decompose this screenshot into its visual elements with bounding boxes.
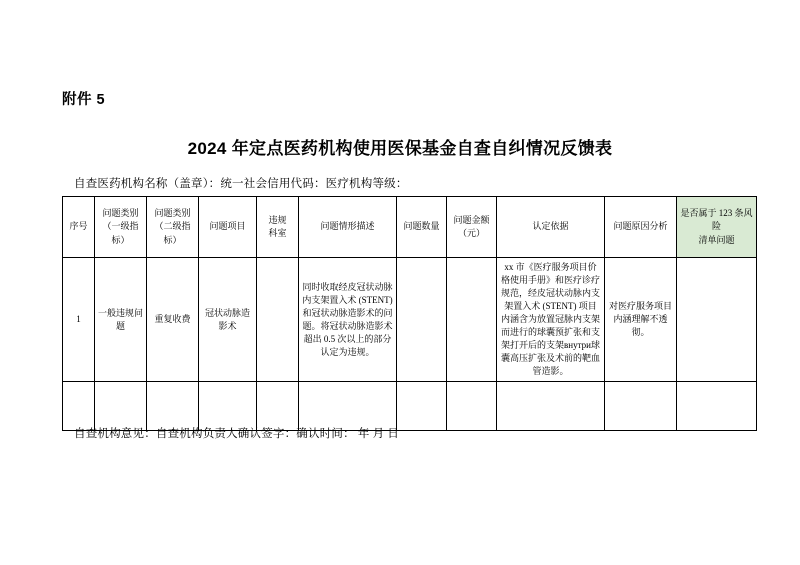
col-header-cause: 问题原因分析 [605, 197, 677, 258]
cell-category-2: 重复收费 [147, 258, 199, 382]
signature-line: 自查机构意见：自查机构负责人确认签字：确认时间： 年 月 日 [74, 428, 400, 440]
cell-department [257, 382, 299, 431]
cell-seq: 1 [63, 258, 95, 382]
attachment-label: 附件 5 [62, 92, 106, 108]
institution-info-line: 自查医药机构名称（盖章）：统一社会信用代码：医疗机构等级： [74, 178, 408, 190]
col-header-basis: 认定依据 [497, 197, 605, 258]
cell-category-1 [95, 382, 147, 431]
cell-seq [63, 382, 95, 431]
cell-cause: 对医疗服务项目内涵理解不透彻。 [605, 258, 677, 382]
table-header-row [63, 197, 757, 258]
col-header-quantity: 问题数量 [397, 197, 447, 258]
cell-item [199, 382, 257, 431]
cell-quantity [397, 258, 447, 382]
cell-item: 冠状动脉造影术 [199, 258, 257, 382]
cell-risk-list [677, 258, 757, 382]
col-header-seq: 序号 [63, 197, 95, 258]
cell-basis: xx 市《医疗服务项目价格使用手册》和医疗诊疗规范，经皮冠状动脉内支架置入术 (STENT) 项目内涵含为放置冠脉内支架而进行的球囊预扩张和支架打开后的支架внутри球囊高压扩张及术前的靶血管造影。 [497, 258, 605, 382]
col-header-risk-list: 是否属于 123 条风险 清单问题 [677, 197, 757, 258]
col-header-category-1: 问题类别 （一级指 标） [95, 197, 147, 258]
cell-quantity [397, 382, 447, 431]
page-title: 2024 年定点医药机构使用医保基金自查自纠情况反馈表 [187, 139, 613, 158]
self-inspection-table [62, 196, 757, 431]
table-row [63, 382, 757, 431]
cell-description [299, 382, 397, 431]
col-header-item: 问题项目 [199, 197, 257, 258]
cell-risk-list [677, 382, 757, 431]
col-header-description: 问题情形描述 [299, 197, 397, 258]
cell-cause [605, 382, 677, 431]
cell-basis [497, 382, 605, 431]
table-row [63, 258, 757, 382]
cell-department [257, 258, 299, 382]
cell-description: 同时收取经皮冠状动脉内支架置入术 (STENT) 和冠状动脉造影术的问题。将冠状动脉造影术超出 0.5 次以上的部分认定为违规。 [299, 258, 397, 382]
col-header-category-2: 问题类别 （二级指 标） [147, 197, 199, 258]
cell-amount [447, 258, 497, 382]
cell-category-1: 一般违规问题 [95, 258, 147, 382]
col-header-amount: 问题金额 （元） [447, 197, 497, 258]
cell-amount [447, 382, 497, 431]
cell-category-2 [147, 382, 199, 431]
col-header-department: 违规 科室 [257, 197, 299, 258]
